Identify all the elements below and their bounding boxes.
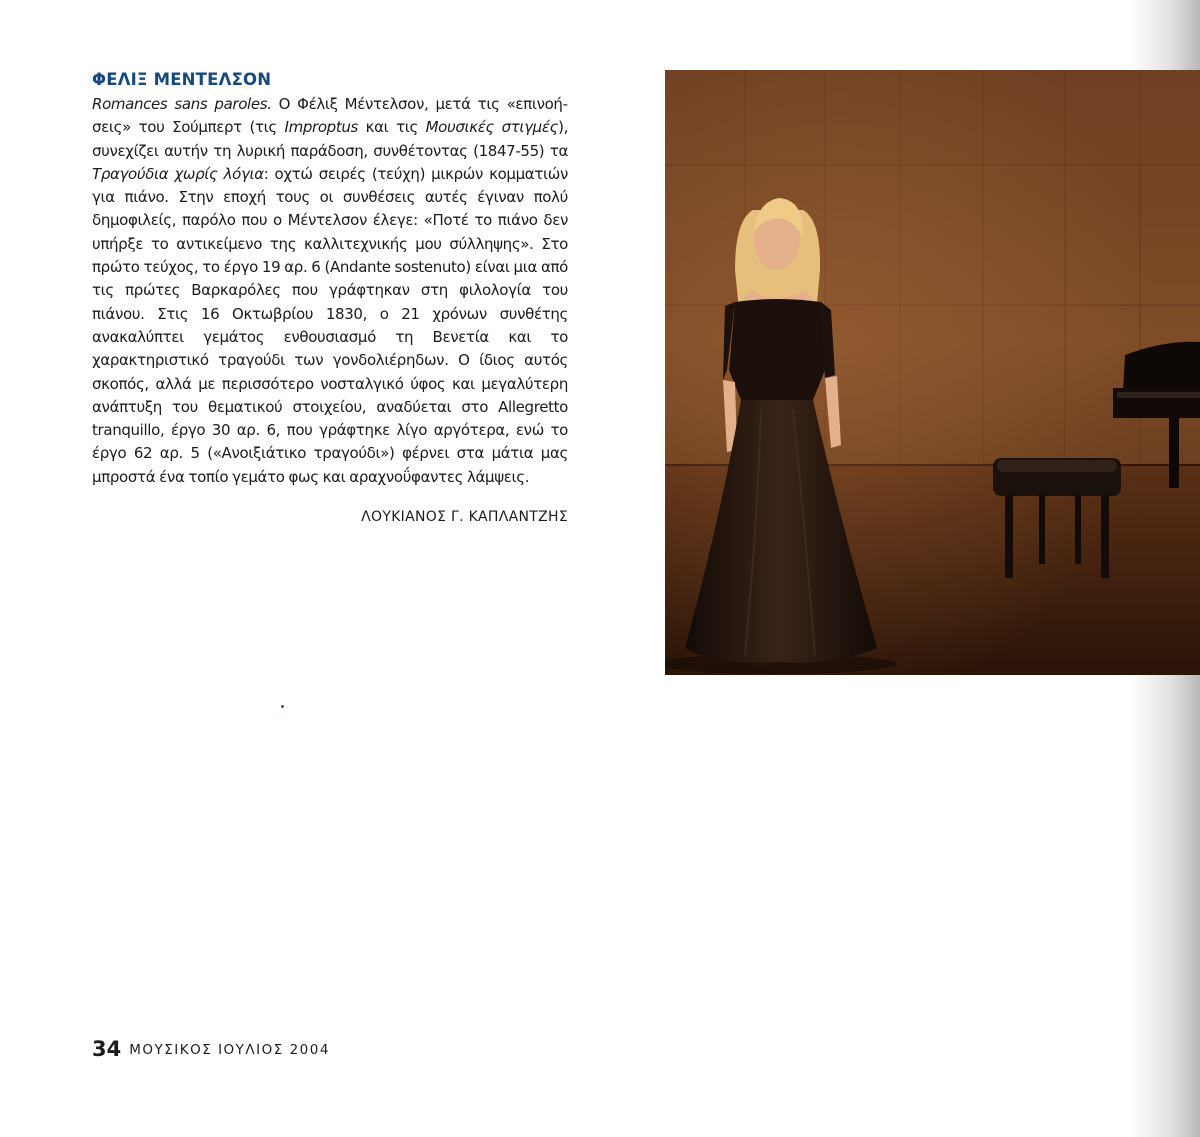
magazine-name: ΜΟΥΣΙΚΟΣ ΙΟΥΛΙΟΣ 2004 xyxy=(129,1042,330,1058)
article-text-italic: Improptus xyxy=(284,118,358,137)
page-number: 34 xyxy=(92,1037,122,1061)
article-text-italic: Romances sans paroles. xyxy=(92,95,272,113)
article-text-italic: Μουσικές στιγμές xyxy=(425,118,559,137)
article-text: : οχτώ σειρές (τεύχη) μικρών κομματιών για πιάνο. Στην εποχή τους οι συνθέσεις αυτές έγιναν πολύ δημοφιλείς, παρόλο που ο Μέντελσον έλεγε: «Ποτέ το πιάνο δεν υπήρξε το αντικείμενο της καλλιτεχνικής μου σύλληψης». Στο πρώτο τεύχος, το έργο 19 αρ. 6 (Andante sostenuto) είναι μια από τις πρώτες Βαρκαρόλες που γράφτηκαν στη φιλολογία του πιάνου. Στις 16 Οκτωβρίου 1830, ο 21 χρόνων συνθέτης ανακαλύπτει γεμάτος ενθουσιασμό τη Βενετία και το χαρακτηριστικό τραγούδι των γονδολιέρηδων. Ο ίδιος αυτός σκοπός, αλλά με περισσότερο νοσταλγικό ύφος και μεγαλύτερη ανάπτυξη του θεματικού στοιχείου, αναδύεται στο Allegretto tranquillo, έργο 30 αρ. 6, που γράφτηκε λίγο αργότερα, ενώ το έργο 62 αρ. 5 («Ανοιξιάτικο τραγούδι») φέρνει στα μάτια μας μπροστά ένα τοπίο γεμάτο φως και αραχνοΰφαντες λάμψεις. xyxy=(92,164,568,486)
article-column xyxy=(92,68,568,525)
page-footer xyxy=(92,1037,330,1061)
article-text: ), συνεχίζει αυτήν τη λυρική παράδοση, συνθέτοντας (1847-55) τα xyxy=(92,118,569,160)
article-text: και τις xyxy=(358,118,426,137)
article-text-italic: Τραγούδια χωρίς λόγια xyxy=(92,164,264,183)
performer-photo xyxy=(665,70,1200,675)
photo-illustration xyxy=(665,70,1200,675)
article-author: ΛΟΥΚΙΑΝΟΣ Γ. ΚΑΠΛΑΝΤΖΗΣ xyxy=(361,509,568,526)
article-title: ΦΕΛΙΞ ΜΕΝΤΕΛΣΟΝ xyxy=(92,70,272,89)
article-body xyxy=(92,93,568,489)
print-speck xyxy=(281,705,284,708)
article-text: Ο Φέλιξ Μέντελσον, μετά τις «επινοήσεις» του Σούμπερτ (τις xyxy=(92,95,568,137)
